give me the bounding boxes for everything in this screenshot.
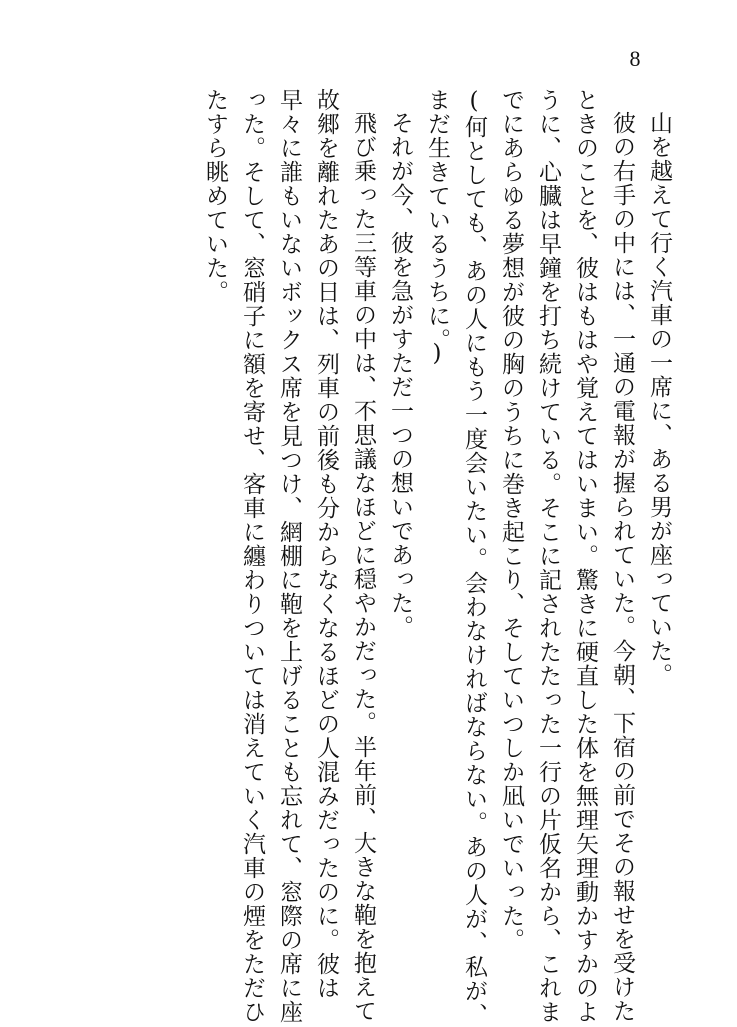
text-line-2: 彼の右手の中には、一通の電報が握られていた。今朝、下宿の前でその報せを受けた (609, 111, 635, 1023)
text-line-6: (何としても、あの人にもう一度会いたい。会わなければならない。あの人が、私が、 (461, 88, 487, 1027)
text-line-10: 故郷を離れたあの日は、列車の前後も分からなくなるほどの人混みだったのに。彼は (313, 88, 339, 1000)
text-line-5: でにあらゆる夢想が彼の胸のうちに巻き起こり、そしていつしか凪いでいった。 (498, 88, 524, 952)
text-line-7: まだ生きているうちに。) (424, 88, 450, 368)
text-line-13: たすら眺めていた。 (202, 88, 228, 304)
text-line-3: ときのことを、彼はもはや覚えてはいまい。驚きに硬直した体を無理矢理動かすかのよ (572, 88, 598, 1024)
text-line-8: それが今、彼を急がすただ一つの想いであった。 (387, 111, 413, 639)
page-number: 8 (629, 46, 641, 71)
text-line-1: 山を越えて行く汽車の一席に、ある男が座っていた。 (646, 111, 672, 687)
vertical-text-body (196, 88, 677, 1027)
text-line-12: った。そして、窓硝子に額を寄せ、客車に纏わりついては消えていく汽車の煙をただひ (239, 88, 265, 1024)
text-line-11: 早々に誰もいないボックス席を見つけ、網棚に鞄を上げることも忘れて、窓際の席に座 (276, 88, 302, 1024)
text-line-9: 飛び乗った三等車の中は、不思議なほどに穏やかだった。半年前、大きな鞄を抱えて (350, 111, 376, 1023)
text-line-4: うに、心臓は早鐘を打ち続けている。そこに記されたたった一行の片仮名から、これま (535, 88, 561, 1024)
